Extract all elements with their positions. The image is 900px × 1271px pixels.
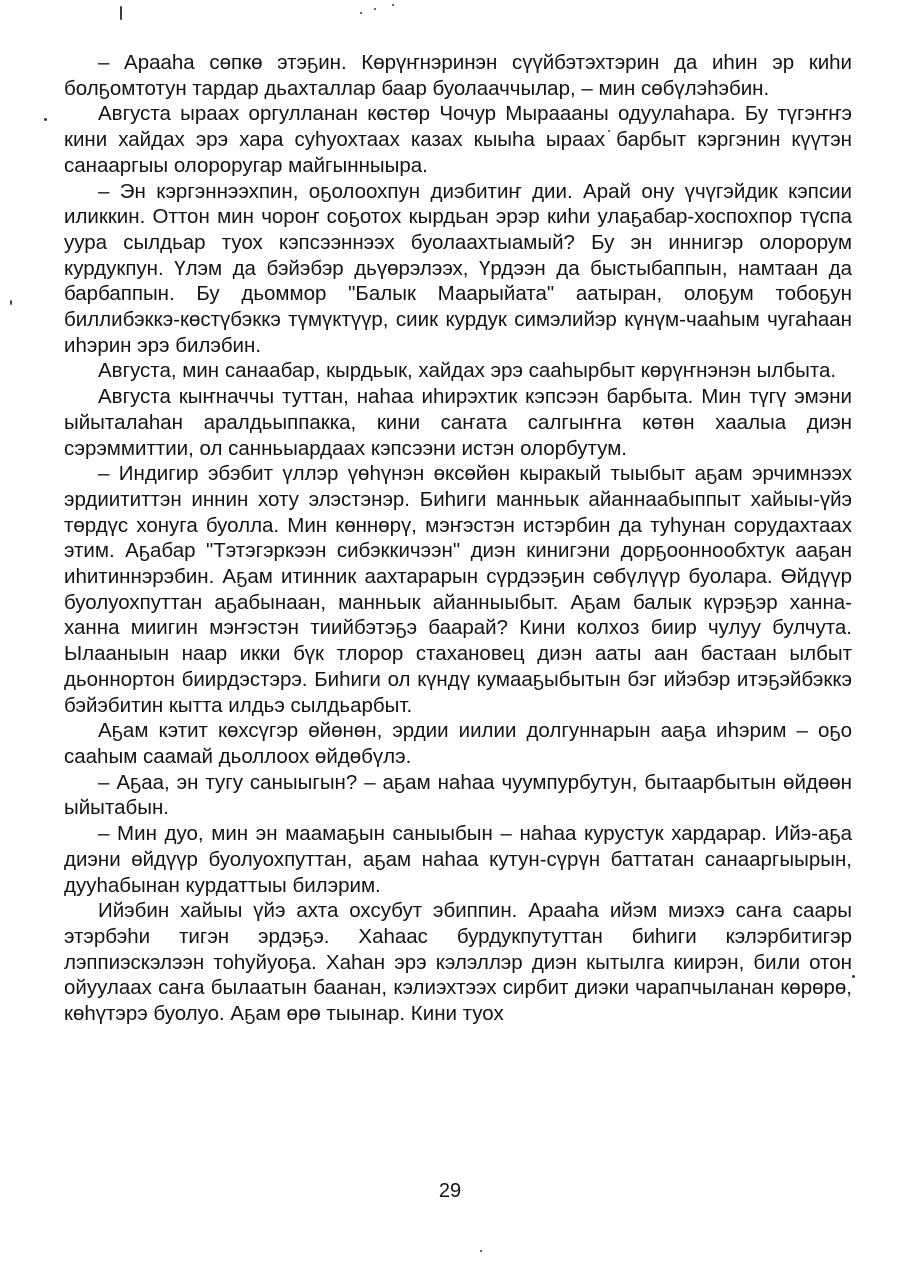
page-number: 29	[438, 1180, 462, 1202]
paragraph: Аҕам кэтит көхсүгэр өйөнөн, эрдии иилии долгуннарын ааҕа иhэрим – оҕо сааhым саамай дьоллоох өйдөбүлэ.	[64, 719, 852, 768]
paragraph: Августа кыҥначчы туттан, наhаа иhирэхтик кэпсээн барбыта. Мин түгү эмэни ыйыталаhан аралдьыппакка, кини саҥата салгыҥҥа көтөн хаалыа диэн сэрэммиттии, ол санньыардаах кэпсээни истэн олорбутум.	[64, 385, 852, 460]
scan-speck	[392, 4, 394, 6]
scan-speck	[374, 8, 376, 10]
paragraph: – Аҕаа, эн тугу саныыгын? – аҕам наhаа чуумпурбутун, бытаарбытын өйдөөн ыйытабын.	[64, 770, 852, 820]
paragraph: Августа, мин санаабар, кырдьык, хайдах эрэ сааhырбыт көрүҥнэнэн ылбыта.	[98, 359, 837, 383]
scan-speck	[852, 975, 855, 978]
paragraph: – Арааhа сөпкө этэҕин. Көрүҥнэринэн сүүйбэтэхтэрин да иhин эр киhи болҕомтотун тардар дьахталлар баар буолааччылар, – мин сөбүлэhэбин.	[64, 51, 852, 100]
body-text	[64, 50, 852, 1027]
paragraph: Августа ыраах оргулланан көстөр Чочур Мыраааны одуулаhара. Бу түгэҥҥэ кини хайдах эрэ хара суhуохтаах казах кыыhа ыраах барбыт кэргэнин күүтэн санааргыы олороругар майгынныыра.	[64, 102, 852, 177]
scan-speck	[120, 6, 122, 20]
paragraph: – Эн кэргэннээхпин, оҕолоохпун диэбитиҥ дии. Арай ону үчүгэйдик кэпсии иликкин. Оттон мин чороҥ соҕотох кырдьан эрэр киhи улаҕабар-хоспохпор түспа уура сылдьар туох кэпсээннээх буолаахтыамый? Бу эн иннигэр олорорум курдукпун. Үлэм да бэйэбэр дьүөрэлээх, Үрдээн да быстыбаппын, намтаан да барбаппын. Бу дьоммор "Балык Маарыйата" аатыран, олоҕум тобоҕун биллибэккэ-көстүбэккэ түмүктүүр, сиик курдук симэлийэр күнүм-чааhым чугаhаан иhэрин эрэ билэбин.	[64, 179, 852, 357]
paragraph: Ийэбин хайыы үйэ ахта охсубут эбиппин. Арааhа ийэм миэхэ саҥа саары этэрбэhи тигэн эрдэҕэ. Хаhаас бурдукпутуттан биhиги кэлэрбитигэр лэппиэскэлээн тоhуйуоҕа. Хаhан эрэ кэлэллэр диэн кытылга киирэн, били отон ойуулаах саҥа былаатын баанан, кэлиэхтээх сирбит диэки чарапчыланан көрөрө, көhүтэрэ буолуо. Аҕам өрө тыынар. Кини туох	[64, 899, 852, 1026]
scan-speck	[480, 1250, 482, 1252]
scan-speck	[360, 12, 362, 14]
paragraph: – Мин дуо, мин эн маамаҕын саныыбын – наhаа курустук хардарар. Ийэ-аҕа диэни өйдүүр буолуохпуттан, аҕам наhаа кутун-сүрүн баттатан санааргыырын, дууhабынан курдаттыы билэрим.	[64, 822, 852, 897]
paragraph: – Индигир эбэбит үллэр үөhүнэн өксөйөн кыракый тыыбыт аҕам эрчимнээх эрдиититтэн иннин хоту элэстэнэр. Биhиги манньык айаннаабыппыт хайыы-үйэ төрдүс хонуга буолла. Мин көннөрү, мэҥэстэн истэрбин да туhунан сорудахтаах этим. Аҕабар "Тэтэгэркээн сибэккичээн" диэн кинигэни дорҕооннообхтук ааҕан иhитиннэрэбин. Аҕам итинник аахтарарын сүрдээҕин сөбүлүүр буолара. Өйдүүр буолуохпуттан аҕабынаан, манньык айанныыбыт. Аҕам балык күрэҕэр ханна-ханна миигин мэҥэстэн тиийбэтэҕэ баарай? Кини колхоз биир чулуу булчута. Ылааныын наар икки бүк тлорор стахановец диэн ааты аан бастаан ылбыт дьоннортон биирдэстэрэ. Биhиги ол күндү кумааҕыбытын бэг ийэбэр итэҕэйбэккэ бэйэбитин кытта илдьэ сылдьарбыт.	[64, 462, 852, 717]
scan-speck	[10, 300, 12, 305]
scan-speck	[44, 118, 47, 121]
